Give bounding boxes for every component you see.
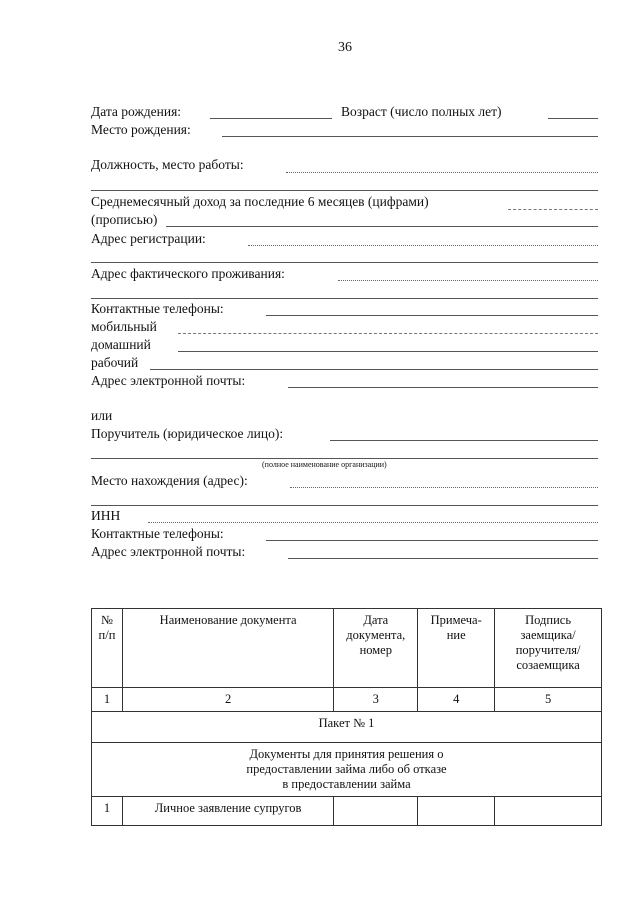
section-row: [92, 743, 602, 797]
section-title: Документы для принятия решения о предоставлении займа либо об отказе в предоставлении займа: [92, 743, 602, 797]
registration-label: Адрес регистрации:: [91, 231, 206, 246]
guarantor-phones-label: Контактные телефоны:: [91, 526, 224, 541]
work-field[interactable]: [150, 369, 598, 370]
row-note[interactable]: [418, 797, 495, 826]
age-label: Возраст (число полных лет): [341, 104, 502, 119]
actual-address-field-line2[interactable]: [91, 298, 598, 299]
table-header-row: [92, 609, 602, 688]
row-num: 1: [92, 797, 123, 826]
column-number: 5: [495, 688, 602, 712]
position-field-line2[interactable]: [91, 190, 598, 191]
package-title: Пакет № 1: [92, 712, 602, 743]
header-signature: Подпись заемщика/ поручителя/ созаемщика: [495, 609, 602, 688]
row-signature[interactable]: [495, 797, 602, 826]
guarantor-phones-field[interactable]: [266, 540, 598, 541]
header-doc-date: Дата документа, номер: [334, 609, 418, 688]
income-words-field[interactable]: [166, 226, 598, 227]
header-note: Примеча- ние: [418, 609, 495, 688]
registration-field-line2[interactable]: [91, 262, 598, 263]
header-doc-name: Наименование документа: [122, 609, 333, 688]
mobile-field[interactable]: [178, 333, 598, 334]
birth-date-field[interactable]: [210, 118, 332, 119]
phones-field[interactable]: [266, 315, 598, 316]
package-row: [92, 712, 602, 743]
income-label: Среднемесячный доход за последние 6 месяцев (цифрами): [91, 194, 429, 209]
page-number: 36: [338, 40, 352, 55]
birth-place-label: Место рождения:: [91, 122, 191, 137]
inn-field[interactable]: [148, 522, 598, 523]
age-field[interactable]: [548, 118, 598, 119]
location-field-line2[interactable]: [91, 505, 598, 506]
guarantor-email-label: Адрес электронной почты:: [91, 544, 246, 559]
registration-field[interactable]: [248, 245, 598, 246]
work-label: рабочий: [91, 355, 139, 370]
guarantor-label: Поручитель (юридическое лицо):: [91, 426, 284, 441]
birth-date-label: Дата рождения:: [91, 104, 182, 119]
location-label: Место нахождения (адрес):: [91, 473, 248, 488]
guarantor-field[interactable]: [330, 440, 598, 441]
column-number: 2: [122, 688, 333, 712]
row-doc-name: Личное заявление супругов: [122, 797, 333, 826]
home-field[interactable]: [178, 351, 598, 352]
column-number-row: [92, 688, 602, 712]
mobile-label: мобильный: [91, 319, 157, 334]
position-field[interactable]: [286, 172, 598, 173]
location-field[interactable]: [290, 487, 598, 488]
column-number: 4: [418, 688, 495, 712]
documents-table: [91, 608, 602, 826]
email-field[interactable]: [288, 387, 598, 388]
phones-label: Контактные телефоны:: [91, 301, 224, 316]
row-doc-date[interactable]: [334, 797, 418, 826]
home-label: домашний: [91, 337, 151, 352]
table-row: [92, 797, 602, 826]
actual-address-field[interactable]: [338, 280, 598, 281]
income-digits-field[interactable]: [508, 209, 598, 210]
actual-address-label: Адрес фактического проживания:: [91, 266, 285, 281]
inn-label: ИНН: [91, 508, 121, 523]
email-label: Адрес электронной почты:: [91, 373, 246, 388]
income-words-label: (прописью): [91, 212, 158, 227]
header-num: № п/п: [92, 609, 123, 688]
guarantor-email-field[interactable]: [288, 558, 598, 559]
column-number: 1: [92, 688, 123, 712]
birth-place-field[interactable]: [222, 136, 598, 137]
guarantor-field-line2[interactable]: [91, 458, 598, 459]
org-name-hint: (полное наименование организации): [262, 460, 387, 469]
position-label: Должность, место работы:: [91, 157, 244, 172]
column-number: 3: [334, 688, 418, 712]
or-label: или: [91, 408, 113, 423]
